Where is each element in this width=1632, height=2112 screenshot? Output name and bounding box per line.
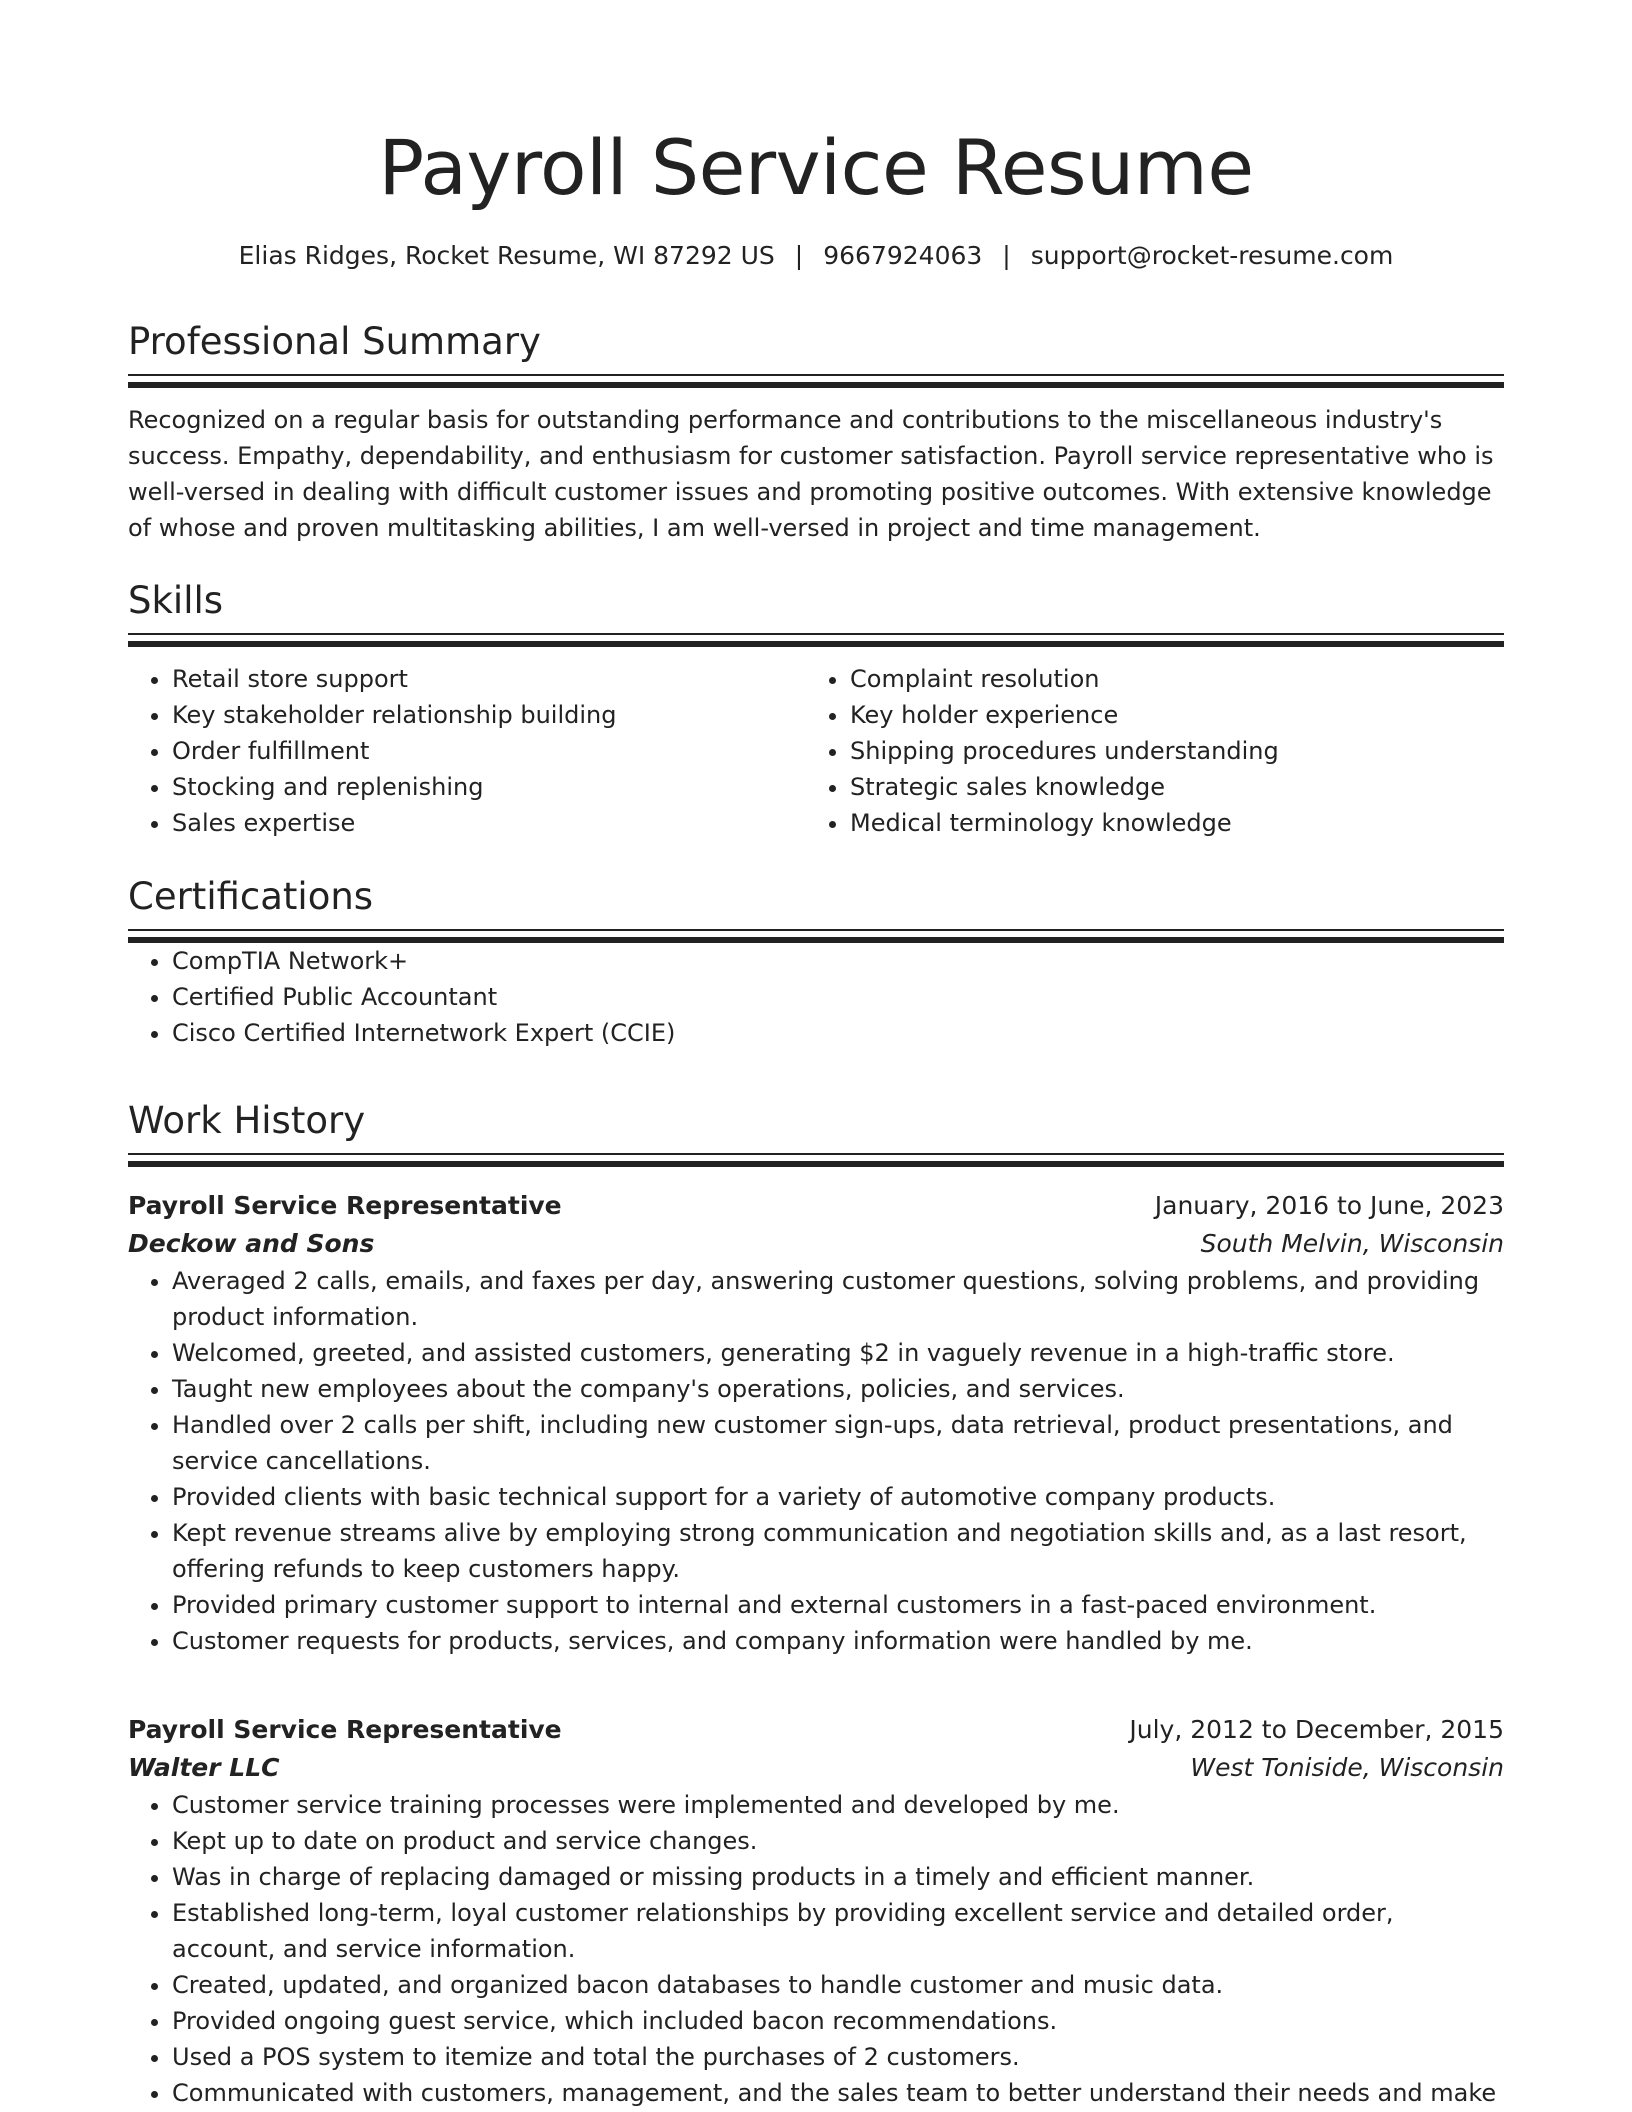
job-dates: July, 2012 to December, 2015 <box>1129 1715 1504 1744</box>
skill-item: • Key holder experience <box>850 697 1484 733</box>
certifications-section <box>128 873 1504 1051</box>
job-company: Deckow and Sons <box>128 1229 375 1258</box>
certification-item: • CompTIA Network+ <box>172 943 1504 979</box>
job-entry <box>128 1711 1504 2111</box>
job-duty: • Kept up to date on product and service changes. <box>172 1823 1504 1859</box>
skill-item: • Key stakeholder relationship building <box>172 697 806 733</box>
job-entry <box>128 1187 1504 1659</box>
skill-item: • Retail store support <box>172 661 806 697</box>
job-duty: • Kept revenue streams alive by employing strong communication and negotiation skills and, as a last resort, offering refunds to keep customers happy. <box>172 1515 1504 1587</box>
skill-item: • Sales expertise <box>172 805 806 841</box>
job-duty: • Taught new employees about the company's operations, policies, and services. <box>172 1371 1504 1407</box>
job-duty: • Provided ongoing guest service, which included bacon recommendations. <box>172 2003 1504 2039</box>
job-duty: • Customer requests for products, services, and company information were handled by me. <box>172 1623 1504 1659</box>
section-divider <box>128 374 1504 388</box>
section-divider <box>128 633 1504 647</box>
skill-item: • Shipping procedures understanding <box>850 733 1484 769</box>
contact-address: Elias Ridges, Rocket Resume, WI 87292 US <box>238 241 775 270</box>
job-location: South Melvin, Wisconsin <box>1200 1229 1504 1258</box>
job-duty: • Was in charge of replacing damaged or missing products in a timely and efficient manner. <box>172 1859 1504 1895</box>
job-subheader <box>128 1225 1504 1263</box>
section-divider <box>128 929 1504 943</box>
certification-item: • Cisco Certified Internetwork Expert (CCIE) <box>172 1015 1504 1051</box>
contact-separator: | <box>794 241 804 270</box>
skill-item: • Medical terminology knowledge <box>850 805 1484 841</box>
contact-separator: | <box>1002 241 1011 270</box>
contact-phone: 9667924063 <box>823 241 983 270</box>
job-header <box>128 1187 1504 1225</box>
job-duties-list <box>128 1263 1504 1659</box>
job-title: Payroll Service Representative <box>128 1715 562 1744</box>
certification-item: • Certified Public Accountant <box>172 979 1504 1015</box>
skill-item: • Order fulfillment <box>172 733 806 769</box>
contact-email: support@rocket-resume.com <box>1030 241 1394 270</box>
job-duty: • Provided clients with basic technical support for a variety of automotive company products. <box>172 1479 1504 1515</box>
work-history-section <box>128 1097 1504 1167</box>
skills-heading: Skills <box>128 579 224 622</box>
job-location: West Toniside, Wisconsin <box>1190 1753 1504 1782</box>
certifications-heading: Certifications <box>128 875 374 918</box>
job-duty: • Customer service training processes were implemented and developed by me. <box>172 1787 1504 1823</box>
job-header <box>128 1711 1504 1749</box>
skills-list-right <box>806 661 1484 841</box>
job-duties-list <box>128 1787 1504 2111</box>
work-history-heading: Work History <box>128 1099 366 1142</box>
skill-item: • Stocking and replenishing <box>172 769 806 805</box>
job-duty: • Used a POS system to itemize and total the purchases of 2 customers. <box>172 2039 1504 2075</box>
skill-item: • Strategic sales knowledge <box>850 769 1484 805</box>
job-duty: • Handled over 2 calls per shift, including new customer sign-ups, data retrieval, product presentations, and service cancellations. <box>172 1407 1504 1479</box>
skills-list-left <box>128 661 806 841</box>
section-divider <box>128 1153 1504 1167</box>
certifications-list <box>128 943 1504 1051</box>
resume-title: Payroll Service Resume <box>378 123 1254 212</box>
skills-columns <box>128 661 1504 841</box>
job-duty: • Averaged 2 calls, emails, and faxes per day, answering customer questions, solving problems, and providing product information. <box>172 1263 1504 1335</box>
job-dates: January, 2016 to June, 2023 <box>1154 1191 1504 1220</box>
job-duty: • Communicated with customers, management, and the sales team to better understand their needs and make <box>172 2075 1504 2111</box>
contact-line <box>128 238 1504 274</box>
skills-column-right <box>806 661 1484 841</box>
job-duty: • Provided primary customer support to internal and external customers in a fast-paced environment. <box>172 1587 1504 1623</box>
job-title: Payroll Service Representative <box>128 1191 562 1220</box>
summary-text: Recognized on a regular basis for outstanding performance and contributions to the miscellaneous industry's success. Empathy, dependability, and enthusiasm for customer satisfaction. Payroll service representative who is well-versed in dealing with difficult customer issues and promoting positive outcomes. With extensive knowledge of whose and proven multitasking abilities, I am well-versed in project and time management. <box>128 406 1494 542</box>
job-subheader <box>128 1749 1504 1787</box>
skills-section <box>128 577 1504 841</box>
job-duty: • Created, updated, and organized bacon databases to handle customer and music data. <box>172 1967 1504 2003</box>
skills-column-left <box>128 661 806 841</box>
skill-item: • Complaint resolution <box>850 661 1484 697</box>
summary-heading: Professional Summary <box>128 320 541 363</box>
job-duty: • Established long-term, loyal customer relationships by providing excellent service and detailed order, account, and service information. <box>172 1895 1504 1967</box>
job-company: Walter LLC <box>128 1753 280 1782</box>
job-duty: • Welcomed, greeted, and assisted customers, generating $2 in vaguely revenue in a high-traffic store. <box>172 1335 1504 1371</box>
summary-section <box>128 318 1504 546</box>
